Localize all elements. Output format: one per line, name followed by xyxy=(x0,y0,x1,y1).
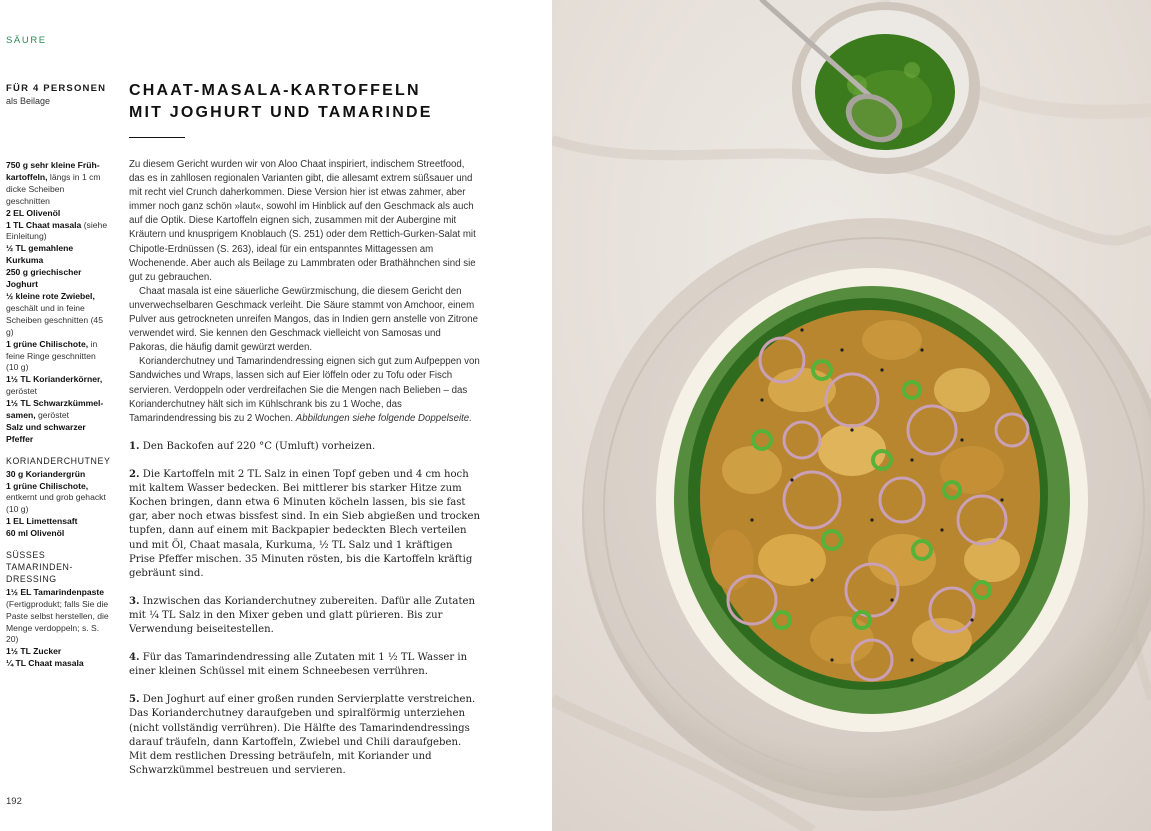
intro-paragraph: Zu diesem Gericht wurden wir von Aloo Chaat inspiriert, indischem Streetfood, das es in zahllosen regionalen Varianten gibt, die allesamt extrem süßsauer und mit recht viel Crunch daherkommen. Diese Version hier ist etwas zahmer, aber immer noch ganz schön »laut«, sowohl im Hinblick auf den Geschmack als auch auf die Optik. Diese Kartoffeln eignen sich, zusammen mit der Aubergine mit Kräutern und knusprigem Knoblauch (S. 251) oder dem Rettich-Gurken-Salat mit Chipotle-Erdnüssen (S. 263), ideal für ein entspanntes Mittagessen am Wochenende. Aber auch als Beilage zu Lammbraten oder Brathähnchen sind sie gut zu gebrauchen. xyxy=(129,159,476,283)
title-rule xyxy=(129,137,185,138)
chutney-item: 1 grüne Chilischote, entkernt und grob gehackt (10 g) xyxy=(6,480,106,515)
chutney-heading: KORIANDERCHUTNEY xyxy=(6,455,111,466)
dish-photo-illustration xyxy=(552,0,1151,831)
ingredient-item: ½ kleine rote Zwiebel, geschält und in feine Scheiben geschnitten (45 g) xyxy=(6,290,103,337)
chutney-item: 60 ml Olivenöl xyxy=(6,528,65,539)
page-number: 192 xyxy=(6,796,22,807)
intro-text xyxy=(129,158,481,426)
dressing-item: ¼ TL Chaat masala xyxy=(6,658,84,669)
method-step: 2. Die Kartoffeln mit 2 TL Salz in einen Topf geben und 4 cm hoch mit kaltem Wasser bedecken. Bei mittlerer bis starker Hitze zum Kochen bringen, dann etwa 6 Minuten köcheln lassen, bis sie fast gar, aber noch etwas bissfest sind. In ein Sieb abgießen und trocken tupfen, dann auf einem mit Backpapier bedeckten Blech verteilen und mit Öl, Chaat masala, Kurkuma, ½ TL Salz und 1 kräftigen Prise Pfeffer mischen. 35 Minuten rösten, bis die Kartoffeln kräftig gebräunt sind. xyxy=(129,469,480,579)
recipe-title-line-2: MIT JOGHURT UND TAMARINDE xyxy=(129,104,433,121)
servings-title: FÜR 4 PERSONEN xyxy=(6,83,107,94)
ingredient-item: 2 EL Olivenöl xyxy=(6,207,61,218)
method-step: 5. Den Joghurt auf einer großen runden Servierplatte verstreichen. Das Korianderchutney daraufgeben und spiralförmig unterziehen (nicht vollständig verrühren). Die Hälfte des Tamarindendressings darauf träufeln, dann Kartoffeln, Zwiebel und Chili daraufgeben. Mit dem restlichen Dressing beträufeln, mit Koriander und Schwarzkümmel bestreuen und servieren. xyxy=(129,694,476,776)
recipe-title-line-1: CHAAT-MASALA-KARTOFFELN xyxy=(129,82,421,99)
ingredient-item: ½ TL gemahlene Kurkuma xyxy=(6,243,74,266)
method-steps xyxy=(129,440,481,792)
dressing-item: 1½ EL Tamarindenpaste (Fertigprodukt; falls Sie die Paste selbst herstellen, die Menge verdoppeln; s. S. 20) xyxy=(6,586,109,645)
intro-paragraph: Chaat masala ist eine säuerliche Gewürzmischung, die diesem Gericht den unverwechselbaren Geschmack verleiht. Die Säure stammt von Amchoor, einem Pulver aus getrockneten unreifen Mangos, das in Indien gern anstelle von Zitrone verwendet wird. Sie kennen den Geschmack vielleicht von Samosas und Pakoras, die häufig damit gewürzt werden. xyxy=(129,285,478,354)
ingredient-item: 1½ TL Schwarzkümmel-samen, geröstet xyxy=(6,398,104,421)
dressing-item: 1½ TL Zucker xyxy=(6,646,62,657)
method-step: 3. Inzwischen das Korianderchutney zubereiten. Dafür alle Zutaten mit ¼ TL Salz in den Mixer geben und glatt pürieren. Bis zur Verwendung beiseitestellen. xyxy=(129,595,475,636)
ingredient-item: 250 g griechischer Joghurt xyxy=(6,267,82,290)
intro-note: Abbildungen siehe folgende Doppelseite. xyxy=(295,412,472,424)
ingredient-item: 1½ TL Korianderkörner, geröstet xyxy=(6,374,103,397)
section-label: SÄURE xyxy=(6,35,47,46)
ingredient-list xyxy=(6,160,110,670)
method-step: 4. Für das Tamarindendressing alle Zutaten mit 1 ½ TL Wasser in einer kleinen Schüssel mit einem Schneebesen verrühren. xyxy=(129,652,468,678)
chutney-bowl xyxy=(792,2,980,174)
servings-subtitle: als Beilage xyxy=(6,96,51,106)
ingredient-item: 1 TL Chaat masala (siehe Einleitung) xyxy=(6,219,108,242)
ingredient-item: Salz und schwarzer Pfeffer xyxy=(6,421,86,444)
left-page xyxy=(0,0,552,831)
dressing-heading: SÜSSES TAMARINDEN-DRESSING xyxy=(6,550,74,584)
ingredient-item: 750 g sehr kleine Früh-kartoffeln, längs in 1 cm dicke Scheiben geschnitten xyxy=(6,160,101,206)
ingredient-item: 1 grüne Chilischote, in feine Ringe geschnitten (10 g) xyxy=(6,338,98,373)
method-step: 1. Den Backofen auf 220 °C (Umluft) vorheizen. xyxy=(129,441,376,452)
food-photo xyxy=(552,0,1151,831)
recipe-title xyxy=(129,80,433,124)
chutney-item: 30 g Koriandergrün xyxy=(6,468,86,479)
chutney-item: 1 EL Limettensaft xyxy=(6,516,78,527)
intro-paragraph: Korianderchutney und Tamarindendressing eignen sich gut zum Aufpeppen von Sandwiches und Wraps, lassen sich auf Eier löffeln oder zu Tofu oder Fisch servieren. Verdoppeln oder verdreifachen Sie die Mengen nach Belieben – das Korianderchutney hält sich im Kühlschrank bis zu 1 Woche, das Tamarindendressing bis zu 2 Wochen. Abbildungen siehe folgende Doppelseite. xyxy=(129,356,480,424)
